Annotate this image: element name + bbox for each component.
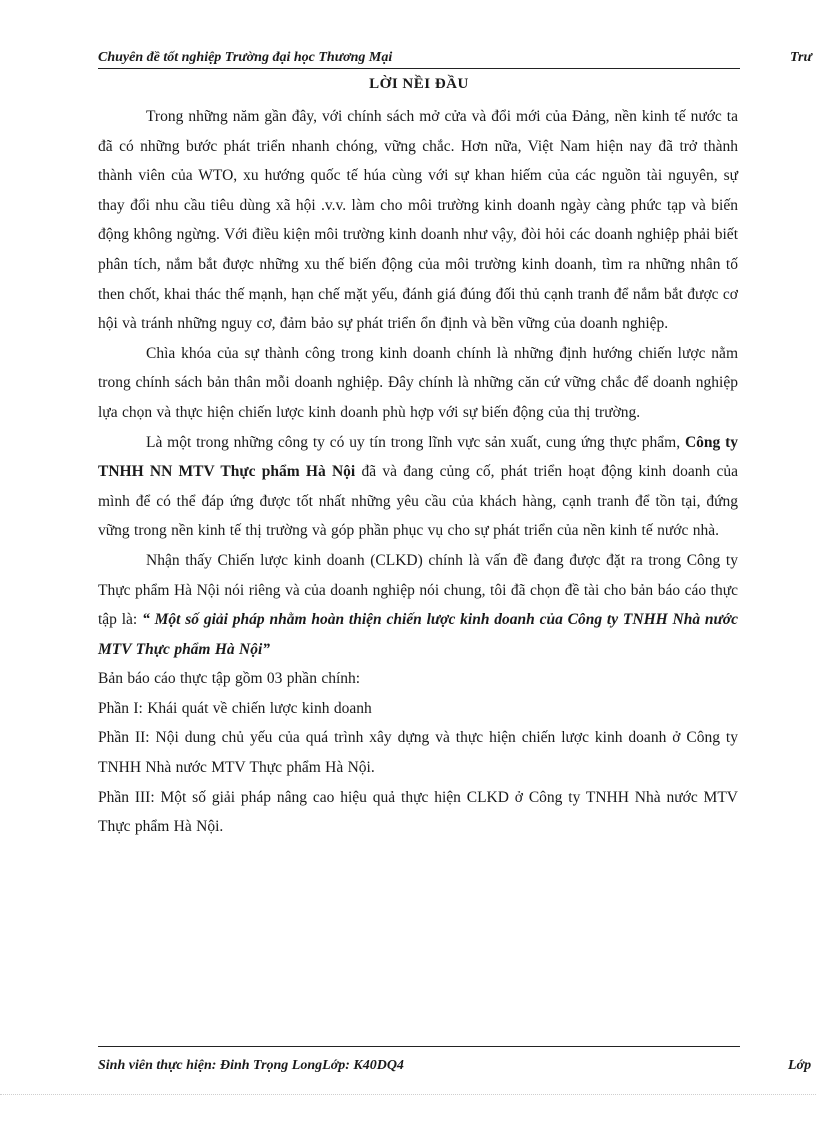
- paragraph-company-pre: Là một trong những công ty có uy tín trong lĩnh vực sản xuất, cung ứng thực phẩm,: [146, 433, 685, 451]
- part-one: Phần I: Khái quát về chiến lược kinh doanh: [98, 699, 372, 717]
- page-footer-cutoff: Lớp: [788, 1058, 812, 1073]
- paragraph-intro: Trong những năm gần đây, với chính sách mở cửa và đổi mới của Đảng, nền kinh tế nước ta đã có những bước phát triển nhanh chóng, vững chắc. Hơn nữa, Việt Nam hiện nay đã trở thành thành viên của WTO, xu hướng quốc tế húa cùng với sự khan hiếm của các nguồn tài nguyên, sự thay đổi nhu cầu tiêu dùng xã hội .v.v. làm cho môi trường kinh doanh ngày càng phức tạp và biến động không ngừng. Với điều kiện môi trường kinh doanh như vậy, đòi hỏi các doanh nghiệp phải biết phân tích, nắm bắt được những xu thế biến động của môi trường kinh doanh, tìm ra những nhân tố then chốt, khai thác thế mạnh, hạn chế mặt yếu, đánh giá đúng đối thủ cạnh tranh để nắm bắt được cơ hội và tránh những nguy cơ, đảm bảo sự phát triển ổn định và bền vững của doanh nghiệp.: [98, 108, 738, 333]
- page-footer: Sinh viên thực hiện: Đinh Trọng LongLớp: K40DQ4: [98, 1058, 404, 1073]
- part-three: Phần III: Một số giải pháp nâng cao hiệu quả thực hiện CLKD ở Công ty TNHH Nhà nước MTV Thực phẩm Hà Nội.: [98, 788, 738, 836]
- header-divider: [98, 68, 740, 69]
- paragraph-topic-pre: Nhận thấy Chiến lược kinh doanh (CLKD) chính là vấn đề đang được đặt ra trong Công ty Thực phẩm Hà Nội nói riêng và của doanh nghiệp nói chung, tôi đã chọn đề tài cho bản báo cáo thực tập là:: [98, 551, 738, 629]
- paragraph-topic: [98, 546, 738, 664]
- document-title: LỜI NỀI ĐẦU: [369, 76, 469, 92]
- footer-divider: [98, 1046, 740, 1047]
- page-header-cutoff: Trư: [790, 50, 812, 65]
- paragraph-company: [98, 428, 738, 546]
- paragraph-company-post: đã và đang củng cố, phát triển hoạt động kinh doanh của mình để có thể đáp ứng được tốt nhất những yêu cầu của khách hàng, cạnh tranh để tồn tại, đứng vững trong nền kinh tế thị trường và góp phần phục vụ cho sự phát triển của nền kinh tế nước nhà.: [98, 463, 739, 540]
- paragraph-strategy-key: Chìa khóa của sự thành công trong kinh doanh chính là những định hướng chiến lược nằm trong chính sách bản thân mỗi doanh nghiệp. Đây chính là những căn cứ vững chắc để doanh nghiệp lựa chọn và thực hiện chiến lược kinh doanh phù hợp với sự biến động của thị trường.: [98, 344, 738, 421]
- report-title: “ Một số giải pháp nhằm hoàn thiện chiến lược kinh doanh của Công ty TNHH Nhà nước MTV Thực phẩm Hà Nội”: [98, 611, 738, 658]
- page-header: Chuyên đề tốt nghiệp Trường đại học Thương Mại: [98, 50, 393, 65]
- company-name: Công ty TNHH NN MTV Thực phẩm Hà Nội: [98, 433, 738, 481]
- document-body: [98, 102, 738, 842]
- part-two: Phần II: Nội dung chủ yếu của quá trình xây dựng và thực hiện chiến lược kinh doanh ở Công ty TNHH Nhà nước MTV Thực phẩm Hà Nội.: [98, 729, 738, 777]
- page-bottom-border: [0, 1094, 816, 1095]
- paragraph-structure: Bản báo cáo thực tập gồm 03 phần chính:: [98, 670, 361, 688]
